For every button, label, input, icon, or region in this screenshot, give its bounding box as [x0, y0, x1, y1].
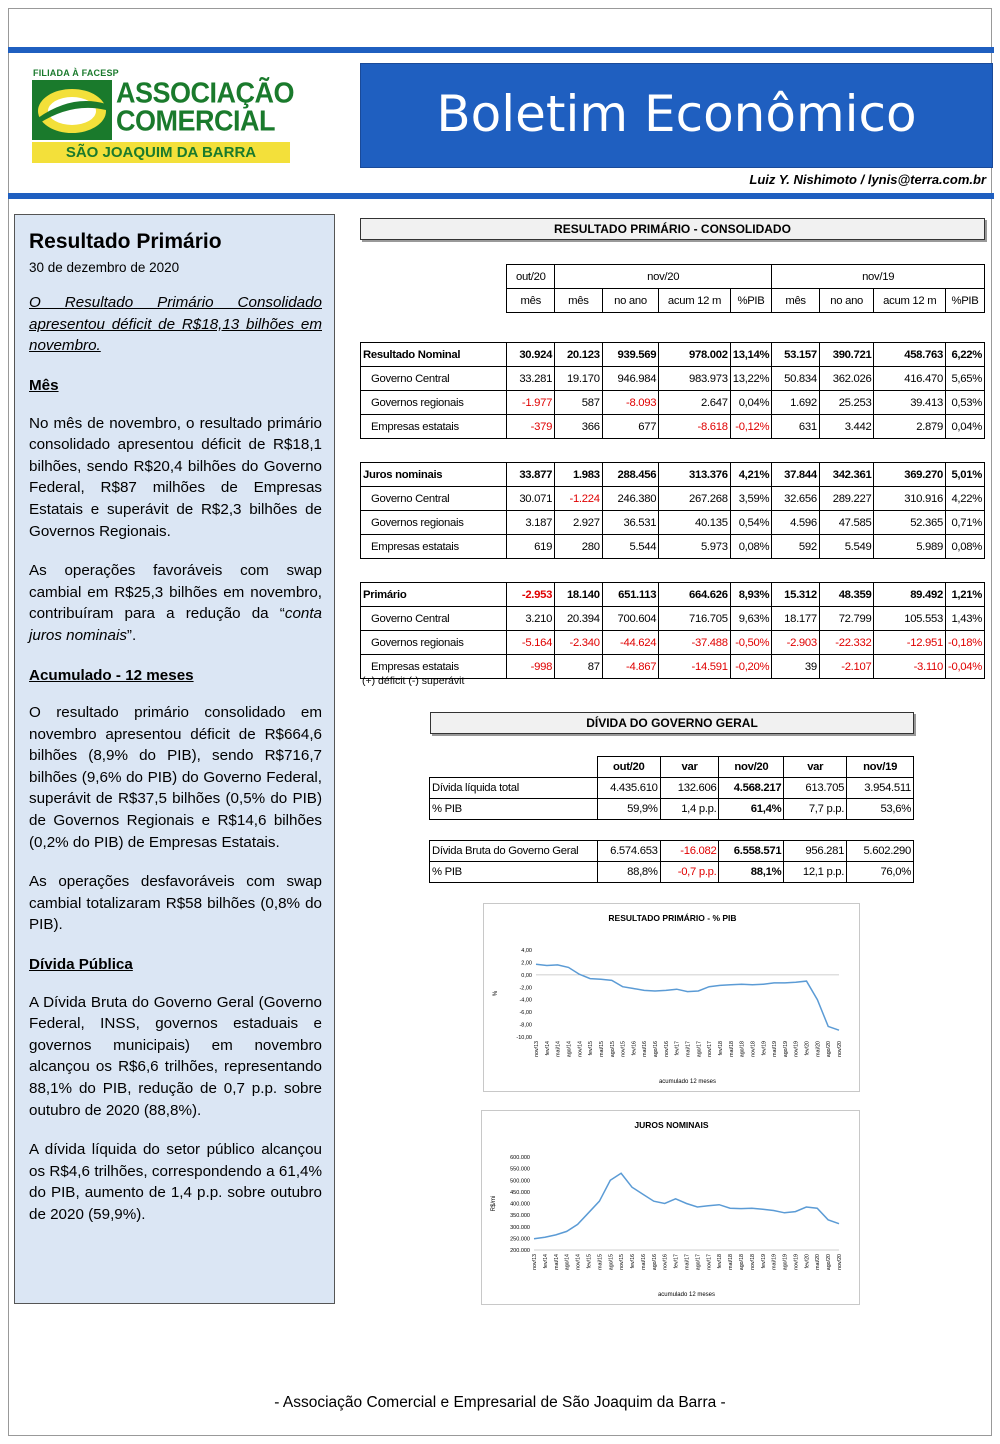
- table-cell: 47.585: [819, 511, 874, 535]
- table-row: [361, 367, 985, 391]
- table-cell: -5.164: [507, 631, 555, 655]
- column-header: no ano: [819, 289, 874, 313]
- article-title: Resultado Primário: [29, 230, 222, 253]
- table-cell: 5,01%: [945, 463, 984, 487]
- y-tick-label: -6,00: [519, 1010, 532, 1017]
- table-cell: 631: [772, 415, 820, 439]
- x-tick-label: ago/16: [651, 1254, 658, 1271]
- table-cell: 52.365: [874, 511, 946, 535]
- table-cell: -0,50%: [730, 631, 772, 655]
- table-cell: 362.026: [819, 367, 874, 391]
- table-cell: 4,21%: [730, 463, 772, 487]
- table-cell: 87: [555, 655, 603, 679]
- y-tick-label: 350.000: [510, 1213, 530, 1220]
- table-cell: 25.253: [819, 391, 874, 415]
- table-cell: 2.879: [874, 415, 946, 439]
- table-cell: 132.606: [660, 778, 719, 799]
- table-cell: 89.492: [874, 583, 946, 607]
- table-cell: 15.312: [772, 583, 820, 607]
- x-axis-label: acumulado 12 meses: [658, 1079, 717, 1085]
- table-cell: 6.558.571: [719, 841, 784, 862]
- period-header: nov/20: [555, 265, 772, 289]
- x-tick-label: nov/15: [620, 1041, 627, 1057]
- x-tick-label: nov/14: [575, 1254, 582, 1270]
- row-label: Governos regionais: [361, 511, 507, 535]
- table-cell: 366: [555, 415, 603, 439]
- x-axis-label: acumulado 12 meses: [657, 1292, 716, 1298]
- x-tick-label: fev/19: [761, 1041, 768, 1056]
- column-header: var: [660, 757, 719, 778]
- table-cell: 33.877: [507, 463, 555, 487]
- table-cell: 59,9%: [597, 799, 660, 820]
- x-tick-label: ago/14: [566, 1041, 573, 1058]
- logo-line1: ASSOCIAÇÃO: [116, 77, 295, 109]
- table-cell: -379: [507, 415, 555, 439]
- table-cell: 88,8%: [597, 862, 660, 883]
- x-tick-label: nov/16: [663, 1041, 670, 1057]
- table-cell: 0,04%: [730, 391, 772, 415]
- table-cell: 61,4%: [719, 799, 784, 820]
- paragraph: A dívida líquida do setor público alcançou os R$4,6 trilhões, correspondendo a 61,4% do PIB, aumento de 1,4 p.p. sobre outubro de 2020 (59,9%).: [29, 1141, 322, 1223]
- row-label: Governo Central: [361, 487, 507, 511]
- x-tick-label: ago/18: [739, 1041, 746, 1058]
- table-cell: 1,4 p.p.: [660, 799, 719, 820]
- table-cell: 0,53%: [945, 391, 984, 415]
- table-cell: 53,6%: [847, 799, 914, 820]
- y-tick-label: 400.000: [510, 1201, 530, 1208]
- x-tick-label: ago/16: [653, 1041, 660, 1058]
- bulletin-title: Boletim Econômico: [360, 63, 993, 168]
- table-cell: 33.281: [507, 367, 555, 391]
- table-cell: 13,14%: [730, 343, 772, 367]
- footer: - Associação Comercial e Empresarial de São Joaquim da Barra -: [274, 1394, 726, 1411]
- table-cell: -2.953: [507, 583, 555, 607]
- y-tick-label: 500.000: [510, 1178, 530, 1185]
- row-label: Primário: [361, 583, 507, 607]
- table-cell: 983.973: [659, 367, 731, 391]
- chart-svg: [484, 904, 861, 1093]
- table-cell: -0,04%: [945, 655, 984, 679]
- table-cell: 677: [602, 415, 659, 439]
- table-cell: 1,43%: [945, 607, 984, 631]
- row-label: Empresas estatais: [361, 415, 507, 439]
- column-header: var: [784, 757, 847, 778]
- table-row: [430, 778, 914, 799]
- period-header: out/20: [507, 265, 555, 289]
- y-tick-label: 450.000: [510, 1189, 530, 1196]
- table-row: [361, 535, 985, 559]
- x-tick-label: mai/17: [685, 1041, 692, 1057]
- table-cell: 310.916: [874, 487, 946, 511]
- x-tick-label: fev/19: [760, 1254, 767, 1269]
- table-cell: 289.227: [819, 487, 874, 511]
- x-tick-label: nov/20: [837, 1041, 843, 1057]
- table-cell: 9,63%: [730, 607, 772, 631]
- table-cell: 978.002: [659, 343, 731, 367]
- x-tick-label: mai/18: [728, 1254, 735, 1270]
- x-tick-label: fev/14: [542, 1254, 549, 1269]
- logo-filiada: FILIADA À FACESP: [33, 68, 119, 78]
- table-cell: 313.376: [659, 463, 731, 487]
- table-cell: 20.394: [555, 607, 603, 631]
- chart-title: JUROS NOMINAIS: [634, 1120, 709, 1130]
- logo-mark-icon: [32, 80, 112, 140]
- x-tick-label: mai/19: [772, 1041, 779, 1057]
- x-tick-label: mai/16: [642, 1041, 649, 1057]
- section-heading-divida: Dívida Pública: [29, 956, 133, 974]
- table-cell: 53.157: [772, 343, 820, 367]
- chart-svg: [482, 1111, 861, 1306]
- column-header: acum 12 m: [874, 289, 946, 313]
- x-tick-label: ago/15: [609, 1041, 616, 1058]
- table-cell: 458.763: [874, 343, 946, 367]
- x-tick-label: fev/20: [804, 1254, 811, 1269]
- table-cell: 280: [555, 535, 603, 559]
- row-label: Dívida líquida total: [430, 778, 598, 799]
- column-header: out/20: [597, 757, 660, 778]
- x-tick-label: fev/15: [588, 1041, 595, 1056]
- table-cell: 342.361: [819, 463, 874, 487]
- table-cell: -0,20%: [730, 655, 772, 679]
- x-tick-label: ago/18: [738, 1254, 745, 1271]
- table-cell: 5.549: [819, 535, 874, 559]
- column-header: no ano: [602, 289, 659, 313]
- y-tick-label: 0,00: [521, 972, 532, 979]
- table-cell: -3.110: [874, 655, 946, 679]
- table-row: [361, 607, 985, 631]
- x-tick-label: fev/14: [544, 1041, 551, 1056]
- row-label: Governos regionais: [361, 391, 507, 415]
- paragraph: A Dívida Bruta do Governo Geral (Governo Federal, INSS, governos estaduais e governos municipais) em novembro alcançou os R$6,6 trilhões, representando 88,1% do PIB, redução de 0,7 p.p. sobre outubro de 2020 (88,8%).: [29, 993, 322, 1119]
- row-label: Resultado Nominal: [361, 343, 507, 367]
- table-cell: -37.488: [659, 631, 731, 655]
- table-cell: 2.927: [555, 511, 603, 535]
- table-cell: -2.107: [819, 655, 874, 679]
- table-cell: 416.470: [874, 367, 946, 391]
- row-label: Empresas estatais: [361, 655, 507, 679]
- x-tick-label: nov/14: [577, 1041, 584, 1057]
- table-cell: 946.984: [602, 367, 659, 391]
- logo-line3: SÃO JOAQUIM DA BARRA: [32, 142, 290, 163]
- x-tick-label: fev/18: [717, 1041, 724, 1056]
- x-tick-label: mai/15: [597, 1254, 604, 1270]
- x-tick-label: ago/17: [696, 1041, 703, 1058]
- table-cell: 3.187: [507, 511, 555, 535]
- table-cell: 8,93%: [730, 583, 772, 607]
- section-heading-mes: Mês: [29, 376, 59, 394]
- table-cell: 88,1%: [719, 862, 784, 883]
- chart-juros-nominais: [481, 1110, 860, 1305]
- table-cell: -22.332: [819, 631, 874, 655]
- table-cell: 72.799: [819, 607, 874, 631]
- row-label: Governos regionais: [361, 631, 507, 655]
- table-cell: 1.983: [555, 463, 603, 487]
- article-date: 30 de dezembro de 2020: [29, 259, 180, 275]
- table-cell: 2.647: [659, 391, 731, 415]
- x-tick-label: nov/20: [837, 1254, 843, 1270]
- primary-table: [360, 264, 985, 679]
- debt-table-title: DÍVIDA DO GOVERNO GERAL: [430, 712, 914, 734]
- x-tick-label: nov/13: [532, 1254, 538, 1270]
- section-heading-acumulado: Acumulado - 12 meses: [29, 666, 194, 684]
- primary-table-title: RESULTADO PRIMÁRIO - CONSOLIDADO: [360, 218, 985, 240]
- table-cell: 651.113: [602, 583, 659, 607]
- table-cell: 48.359: [819, 583, 874, 607]
- y-tick-label: -4,00: [519, 997, 532, 1004]
- x-tick-label: ago/15: [608, 1254, 615, 1271]
- table-cell: 4.435.610: [597, 778, 660, 799]
- y-tick-label: 550.000: [510, 1166, 530, 1173]
- table-cell: 50.834: [772, 367, 820, 391]
- x-tick-label: fev/16: [631, 1041, 638, 1056]
- table-cell: 587: [555, 391, 603, 415]
- x-tick-label: ago/14: [564, 1254, 571, 1271]
- paragraph: No mês de novembro, o resultado primário consolidado apresentou déficit de R$18,1 bilhões, sendo R$20,4 bilhões do Governo Federal, R$87 milhões de Empresas Estatais e superávit de R$2,3 bilhões de Governos Regionais.: [29, 414, 322, 540]
- table-cell: -16.082: [660, 841, 719, 862]
- logo-line2: COMERCIAL: [116, 105, 275, 137]
- row-label: Governo Central: [361, 607, 507, 631]
- y-tick-label: -2,00: [519, 985, 532, 992]
- x-tick-label: ago/20: [826, 1041, 833, 1058]
- table-row: [361, 511, 985, 535]
- x-tick-label: mai/14: [555, 1041, 562, 1057]
- paragraph: O resultado primário consolidado em novembro apresentou déficit de R$664,6 bilhões (8,9% do PIB), sendo R$716,7 bilhões (9,6% do PIB) do Governo Federal, superávit de R$37,5 bilhões (0,5% do PIB) de Governos Regionais e R$14,6 bilhões (0,2% do PIB) de Empresas Estatais.: [29, 704, 322, 851]
- chart-resultado-primario: [483, 903, 860, 1092]
- table-cell: 390.721: [819, 343, 874, 367]
- x-tick-label: nov/19: [793, 1254, 800, 1270]
- row-label: Juros nominais: [361, 463, 507, 487]
- row-label: % PIB: [430, 799, 598, 820]
- table-row: [361, 631, 985, 655]
- table-cell: 40.135: [659, 511, 731, 535]
- x-tick-label: mai/18: [728, 1041, 735, 1057]
- table-cell: -0,12%: [730, 415, 772, 439]
- column-header: nov/20: [719, 757, 784, 778]
- table-cell: -2.340: [555, 631, 603, 655]
- period-header: nov/19: [772, 265, 985, 289]
- x-tick-label: fev/18: [717, 1254, 724, 1269]
- table-cell: 6,22%: [945, 343, 984, 367]
- x-tick-label: mai/17: [684, 1254, 691, 1270]
- y-axis-label: %: [493, 990, 499, 997]
- row-label: Empresas estatais: [361, 535, 507, 559]
- x-tick-label: nov/13: [534, 1041, 540, 1057]
- x-tick-label: mai/15: [598, 1041, 605, 1057]
- row-label: % PIB: [430, 862, 598, 883]
- x-tick-label: ago/20: [826, 1254, 833, 1271]
- table-cell: 716.705: [659, 607, 731, 631]
- table-cell: 700.604: [602, 607, 659, 631]
- table-cell: -1.977: [507, 391, 555, 415]
- x-tick-label: nov/19: [793, 1041, 800, 1057]
- table-cell: 30.924: [507, 343, 555, 367]
- table-cell: 13,22%: [730, 367, 772, 391]
- column-header: nov/19: [847, 757, 914, 778]
- table-cell: 19.170: [555, 367, 603, 391]
- table-cell: 37.844: [772, 463, 820, 487]
- table-cell: 619: [507, 535, 555, 559]
- table-cell: -1.224: [555, 487, 603, 511]
- article-column: [14, 214, 335, 1304]
- x-tick-label: fev/15: [586, 1254, 593, 1269]
- paragraph: As operações favoráveis com swap cambial em R$25,3 bilhões em novembro, contribuíram para a redução da “conta juros nominais”.: [29, 562, 322, 644]
- table-cell: -8.618: [659, 415, 731, 439]
- table-cell: 3.954.511: [847, 778, 914, 799]
- table-cell: -14.591: [659, 655, 731, 679]
- x-tick-label: fev/17: [673, 1254, 680, 1269]
- table-cell: -4.867: [602, 655, 659, 679]
- table-row: [430, 799, 914, 820]
- table-cell: 5.973: [659, 535, 731, 559]
- row-label: Governo Central: [361, 367, 507, 391]
- table-cell: 4,22%: [945, 487, 984, 511]
- table-cell: -998: [507, 655, 555, 679]
- x-tick-label: nov/18: [750, 1041, 757, 1057]
- debt-table: [429, 756, 914, 883]
- table-row: [361, 391, 985, 415]
- table-cell: 5.602.290: [847, 841, 914, 862]
- logo: [30, 66, 295, 166]
- table-cell: -0,7 p.p.: [660, 862, 719, 883]
- column-header: mês: [507, 289, 555, 313]
- table-cell: 592: [772, 535, 820, 559]
- x-tick-label: fev/17: [674, 1041, 681, 1056]
- table-cell: 664.626: [659, 583, 731, 607]
- x-tick-label: nov/15: [619, 1254, 626, 1270]
- table-cell: 30.071: [507, 487, 555, 511]
- table-cell: 18.177: [772, 607, 820, 631]
- table-row: [361, 583, 985, 607]
- table-cell: -2.903: [772, 631, 820, 655]
- table-cell: 939.569: [602, 343, 659, 367]
- x-tick-label: mai/20: [815, 1041, 822, 1057]
- table-row: [361, 463, 985, 487]
- series-line: [534, 1173, 839, 1239]
- y-tick-label: 200.000: [510, 1248, 530, 1254]
- table-cell: -44.624: [602, 631, 659, 655]
- table-cell: 32.656: [772, 487, 820, 511]
- table-cell: 39.413: [874, 391, 946, 415]
- table-cell: 76,0%: [847, 862, 914, 883]
- table-note: (+) déficit (-) superávit: [362, 675, 465, 687]
- table-cell: 0,08%: [730, 535, 772, 559]
- y-tick-label: 250.000: [510, 1236, 530, 1243]
- column-header: acum 12 m: [659, 289, 731, 313]
- table-cell: 613.705: [784, 778, 847, 799]
- table-cell: 1.692: [772, 391, 820, 415]
- y-tick-label: 4,00: [521, 948, 532, 954]
- table-cell: 288.456: [602, 463, 659, 487]
- chart-title: RESULTADO PRIMÁRIO - % PIB: [608, 913, 737, 923]
- table-cell: 0,08%: [945, 535, 984, 559]
- table-cell: 5,65%: [945, 367, 984, 391]
- x-tick-label: nov/17: [707, 1041, 714, 1057]
- table-cell: -12.951: [874, 631, 946, 655]
- y-tick-label: 600.000: [510, 1155, 530, 1161]
- y-tick-label: -8,00: [519, 1022, 532, 1029]
- x-tick-label: mai/16: [640, 1254, 647, 1270]
- table-cell: 369.270: [874, 463, 946, 487]
- table-cell: 18.140: [555, 583, 603, 607]
- x-tick-label: fev/20: [804, 1041, 811, 1056]
- column-header: mês: [772, 289, 820, 313]
- table-row: [361, 343, 985, 367]
- table-cell: 105.553: [874, 607, 946, 631]
- series-line: [536, 964, 839, 1030]
- y-tick-label: 2,00: [521, 960, 532, 967]
- table-cell: 3.442: [819, 415, 874, 439]
- table-cell: 267.268: [659, 487, 731, 511]
- author-line: Luiz Y. Nishimoto / lynis@terra.com.br: [749, 172, 986, 187]
- x-tick-label: ago/17: [695, 1254, 702, 1271]
- column-header: %PIB: [945, 289, 984, 313]
- column-header: %PIB: [730, 289, 772, 313]
- table-cell: 7,7 p.p.: [784, 799, 847, 820]
- x-tick-label: fev/16: [630, 1254, 637, 1269]
- table-cell: 246.380: [602, 487, 659, 511]
- table-cell: 3,59%: [730, 487, 772, 511]
- x-tick-label: mai/14: [553, 1254, 560, 1270]
- table-cell: 5.544: [602, 535, 659, 559]
- table-row: [361, 487, 985, 511]
- table-cell: 956.281: [784, 841, 847, 862]
- top-rule: [8, 47, 994, 53]
- table-cell: -8.093: [602, 391, 659, 415]
- x-tick-label: ago/19: [782, 1041, 789, 1058]
- table-row: [430, 862, 914, 883]
- table-cell: 0,04%: [945, 415, 984, 439]
- table-cell: 12,1 p.p.: [784, 862, 847, 883]
- table-cell: 5.989: [874, 535, 946, 559]
- table-cell: 20.123: [555, 343, 603, 367]
- table-cell: 3.210: [507, 607, 555, 631]
- table-cell: 4.596: [772, 511, 820, 535]
- article-lead: O Resultado Primário Consolidado apresentou déficit de R$18,13 bilhões em novembro.: [29, 294, 322, 355]
- table-cell: 1,21%: [945, 583, 984, 607]
- table-cell: 36.531: [602, 511, 659, 535]
- table-cell: 0,71%: [945, 511, 984, 535]
- y-tick-label: 300.000: [510, 1224, 530, 1231]
- table-cell: -0,18%: [945, 631, 984, 655]
- x-tick-label: ago/19: [782, 1254, 789, 1271]
- table-cell: 39: [772, 655, 820, 679]
- table-cell: 4.568.217: [719, 778, 784, 799]
- x-tick-label: mai/20: [815, 1254, 822, 1270]
- y-axis-label: R$/mi: [491, 1195, 497, 1212]
- table-cell: 0,54%: [730, 511, 772, 535]
- table-row: [430, 841, 914, 862]
- x-tick-label: mai/19: [771, 1254, 778, 1270]
- table-cell: 6.574.653: [597, 841, 660, 862]
- paragraph: As operações desfavoráveis com swap cambial totalizaram R$58 bilhões (0,8% do PIB).: [29, 873, 322, 934]
- column-header: mês: [555, 289, 603, 313]
- x-tick-label: nov/18: [749, 1254, 756, 1270]
- row-label: Dívida Bruta do Governo Geral: [430, 841, 598, 862]
- x-tick-label: nov/16: [662, 1254, 669, 1270]
- y-tick-label: -10,00: [516, 1035, 532, 1041]
- table-row: [361, 415, 985, 439]
- x-tick-label: nov/17: [706, 1254, 713, 1270]
- header-rule: [8, 193, 994, 199]
